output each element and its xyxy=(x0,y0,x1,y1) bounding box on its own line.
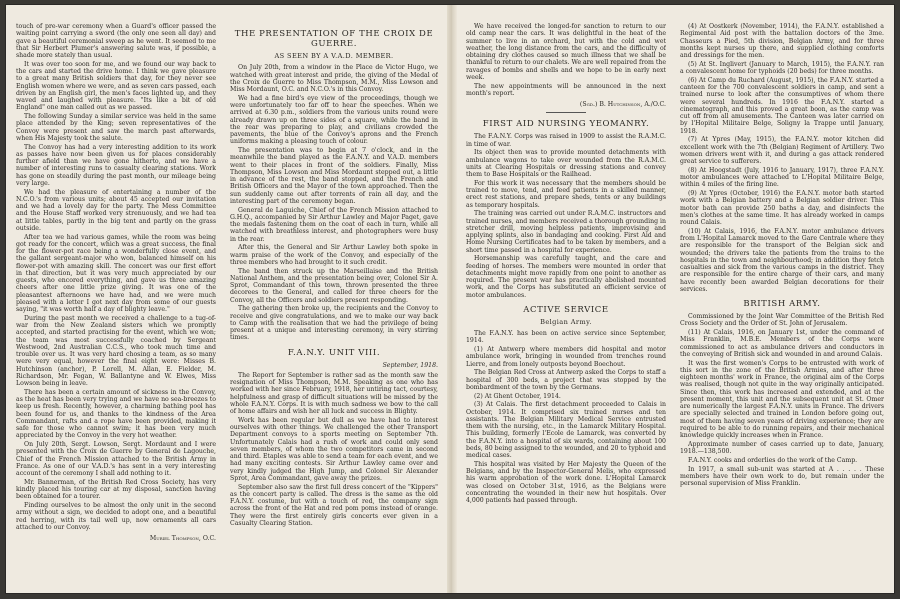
paragraph: There has been a certain amount of sickness in the Convoy, as the heat has been very trying and we have no sea-breezes to keep us fresh. Recently, however, a charming bathing pool has been found for us, and thanks to the kindness of the Area Commandant, rafts and a rope have been provided, making it safe for those who cannot swim; it has been very much appreciated by the Convoy in the very hot weather. xyxy=(16,388,216,440)
paragraph: After this, the General and Sir Arthur Lawley both spoke in warm praise of the work of the Convoy, and especially of the three members who had brought to it such credit. xyxy=(230,244,438,266)
paragraph: (1) At Antwerp where members did hospital and motor ambulance work, bringing in wounded from trenches round Lierre, and from lonely outposts beyond Boechout. xyxy=(466,346,666,368)
paragraph: Its object then was to provide mounted detachments with ambulance wagons to take over wounded from the R.A.M.C. units at Clearing Hospitals or dressing stations and convey them to Base Hospitals or the Railhead. xyxy=(466,149,666,178)
divider xyxy=(546,112,586,113)
paragraph: Approximate number of cases carried up to date, January, 1918.—138,500. xyxy=(680,440,884,455)
paragraph: It was over too soon for me, and we found our way back to the cars and started the drive home. I think we gave pleasure to a great many British soldiers that day, for they never see English women where we were, and as seven cars passed, each driven by an English girl, the men's faces lighted up, and they waved and laughed with pleasure. "Its like a bit of old England" one man called out as we passed. xyxy=(16,60,216,112)
column-3 xyxy=(466,23,666,583)
newsletter-spread xyxy=(6,5,894,593)
paragraph: (9) At Ypres (October, 1916) the F.A.N.Y. motor bath started work with a Belgian battery and a Belgian soldier driver. This motor bath can provide 250 baths a day, and disinfects the men's clothes at the same time. It has already worked in camps round Calais. xyxy=(680,190,884,226)
paragraph: It was the first women's Corps to be entrusted with work of this sort in the zone of the British Armies, and after three eighteen months' work in France, the original aim of the Corps was realised, though not quite in the way originally anticipated. Since then, this work has increased and extended, and at the present moment, this unit and the subsequent unit at St. Omer are numerically the largest F.A.N.Y. units in France. The drivers are specially selected and trained in London before going out, most of them having seven years of driving experience; they are required to be able to do running repairs, and their mechanical knowledge quickly increases when in France. xyxy=(680,359,884,439)
paragraph: Mr. Bannerman, of the British Red Cross Society, has very kindly placed his touring car at my disposal, sanction having been obtained for a tourer. xyxy=(16,478,216,501)
signature: Muriel Thompson, O.C. xyxy=(149,535,216,542)
paragraph: (4) At Oostkerk (November, 1914), the F.A.N.Y. established a Regimental Aid post with the battalion doctors of the 3me. Chasseurs a Pied, 5th division, Belgian Army, and for three months kept nurses up there, and supplied clothing comforts and dressings for the men. xyxy=(680,23,884,59)
paragraph: (8) At Hoogstadt (July, 1916 to January, 1917), three F.A.N.Y. motor ambulances were attached to L'Hopital Militaire Belge, within 4 miles of the firing line. xyxy=(680,166,884,189)
section-title: FIRST AID NURSING YEOMANRY. xyxy=(482,119,650,130)
paragraph: Finding ourselves to be almost the only unit in the second army without a sign, we decided to adopt one, and a beautiful red herring, with its tail well up, now ornaments all cars attached to our Convoy. xyxy=(16,502,216,531)
paragraph: Horsemanship was carefully taught, and the care and feeding of horses. The members were mounted in order that detachments might move rapidly from one point to another as required. The present war has practically abolished mounted work, and the Corps has substituted an efficient service of motor ambulances. xyxy=(466,255,666,299)
paragraph: The Belgian Red Cross at Antwerp asked the Corps to staff a hospital of 300 beds, a project that was stopped by the bombardment of the town by the Germans. xyxy=(466,369,666,391)
section-subtitle: Belgian Army. xyxy=(540,317,592,326)
paragraph: Work has been regular but dull as we have had to interest ourselves with other things. We challenged the other Transport Department convoys to a sports meeting on September 7th. Unfortunately Calais had a rush of work and could only send seven members, of whom the two competitors came in second and third. Etaples was able to send a team for each event, and we had many exciting contests. Sir Arthur Lawley came over and very kindly judged the High Jump, and Colonel Sir Alexander Sprot, Area Commandant, gave away the prizes. xyxy=(230,416,438,482)
paragraph: For this work it was necessary that the members should be trained to move, tend, and feed patients in a skilled manner, erect rest stations, and prepare sheds, tents or any buildings as temporary hospitals. xyxy=(466,179,666,209)
paragraph: (2) At Ghent October, 1914. xyxy=(474,392,561,400)
paragraph: Commissioned by the Joint War Committee of the British Red Cross Society and the Order of St. John of Jerusalem. xyxy=(680,313,884,328)
paragraph: The Convoy has had a very interesting addition to its work as passes have now been given us for places considerably further afield than we have gone hitherto, and we have a number of interesting runs to casualty clearing stations. Work has gone on steadily during the past month, our mileage being very large. xyxy=(16,143,216,187)
paragraph: The presentation was to begin at 7 o'clock, and in the meanwhile the band played as the F.A.N.Y. and V.A.D. members went to their places in front of the soldiers. Finally, Miss Thompson, Miss Lowson and Miss Mordaunt stepped out, a little in advance of the rest, the band stopped, and the French and British Officers and the Mayor of the town approached. Then the sun suddenly came out after torrents of rain all day, and the interesting part of the ceremony began. xyxy=(230,147,438,205)
paragraph: September also saw the first full dress concert of the "Kippers" as the concert party is called. The dress is the same as the old F.A.N.Y. costume, but with a touch of red, the company sign across the front of the Hat and red pom poms instead of orange. They were the first entirely girls concerts ever given in a Casualty Clearing Station. xyxy=(230,483,438,527)
paragraph: The band then struck up the Marseillaise and the British National Anthem, and the presentation being over, Colonel Sir A. Sprot, Commandant of this town, thrown presented the three decorees to the General, and called for three cheers for the Convoy, all the Officers and soldiers present responding. xyxy=(230,267,438,304)
paragraph: On July 20th, from a window in the Place de Victor Hugo, we watched with great interest and pride, the giving of the Medal of the Croix de Guerre to Miss Thompson, M.M., Miss Lowson and Miss Mordaunt, O.C. and N.C.O.'s in this Convoy. xyxy=(230,64,438,93)
paragraph: (10) At Calais, 1916, the F.A.N.Y. motor ambulance drivers from L'Hopital Lamarck moved to the Gare Centrale where they are responsible for the transport of the Belgian sick and wounded; the drivers take the patients from the trains to the hospitals in the town and neighbourhood; in addition they fetch casualties and sick from the various camps in the district. They are responsible for the entire charge of their cars, and many have recently been awarded Belgian decorations for their services. xyxy=(680,227,884,293)
section-date: September, 1918. xyxy=(382,361,438,369)
paragraph: After tea we had various games, while the room was being got ready for the concert, which was a great success, the final for the flower-pot race being a wonderfully close event, and the gallant sergeant-major who won, balanced himself on his flower-pot with amazing skill. The concert was our first effort in that direction, but it was very much appreciated by our guests, who encored everything, and gave us three amazing cheers after one little prize giving. It was one of the pleasantest afternoons we have had, and we were much pleased with a letter I got next day from some of our guests saying, "it was worth half a day of blighty leave." xyxy=(16,233,216,313)
paragraph: (7) At Ypres (May, 1915), the F.A.N.Y. motor kitchen did excellent work with the 7th (Belgian) Regiment of Artillery. Two women drivers went with it, and during a gas attack rendered great service to sufferers. xyxy=(680,136,884,165)
paragraph: This hospital was visited by Her Majesty the Queen of the Belgians, and by the Inspector-General Melis, who expressed his warm approbation of the work done. L'Hopital Lamarck was closed on October 31st, 1916, as the Belgians were concentrating the wounded in their new hut hospitals. Over 4,000 patients had passed through. xyxy=(466,460,666,504)
paragraph: The following Sunday a similar service was held in the same place attended by the King; seven representatives of the Convoy were present and saw the march past afterwards, when His Majesty took the salute. xyxy=(16,113,216,142)
paragraph: We have received the longed-for sanction to return to our old camp near the cars. It was delightful in the heat of the summer to live in an orchard, but with the cold and wet weather, the long distance from the cars, and the difficulty of obtaining dry clothes caused so much illness that we shall be thankful to return to our chalets. We are well repaired from the ravages of bombs and shells and we hope to be in early next week. xyxy=(466,23,666,81)
article-title: THE PRESENTATION OF THE CROIX DE GUERRE. xyxy=(234,29,434,49)
paragraph: The F.A.N.Y. Corps was raised in 1909 to assist the R.A.M.C. in time of war. xyxy=(466,133,666,148)
paragraph: On July 20th, Sergt. Lowson, Sergt. Mordaunt and I were presented with the Croix de Guerre by General de Lagouche, Chief of the French Mission attached to the British Army in France. As one of our V.A.D.'s has sent in a very interesting account of the ceremony I shall add nothing to it. xyxy=(16,441,216,477)
paragraph: General de Laguiche, Chief of the French Mission attached to G.H.Q., accompanied by Sir Arthur Lawley and Major Paget, gave the medals fastening them on the coat of each in turn, while all watched with breathless interest, and photographers were busy in the rear. xyxy=(230,206,438,243)
paragraph: The Report for September is rather sad as the month saw the resignation of Miss Thompson, M.M. Speaking as one who has worked with her since February, 1918, her untiring tact, courtesy, helpfulness and grasp of difficult situations will be missed by the whole F.A.N.Y. Corps. It is with much sadness we bow to the call of home affairs and wish her all luck and success in Blighty. xyxy=(230,371,438,415)
column-1 xyxy=(16,23,216,583)
column-2 xyxy=(230,23,438,583)
paragraph: touch of pre-war ceremony when a Guard's officer passed the waiting point carrying a sword (the only one seen all day) and gave a beautiful ceremonial sweep as he went. It seemed to me that Sir Herbert Plumer's answering salute was, if possible, a shade more stately than usual. xyxy=(16,23,216,59)
paragraph: (11) At Calais, 1916, on January 1st, under the command of Miss Franklin, M.B.E. Members of the Corps were commissioned to act as ambulance drivers and conductors in the conveying of British sick and wounded in and around Calais. xyxy=(680,329,884,358)
paragraph: We had a fine bird's eye view of the proceedings, though we were unfortunately too far off to hear the speeches. When we arrived at 6.30 p.m., soldiers from the various units round were already drawn up on three sides of a square, while the band in the rear was preparing to play, and civilians crowded the pavements, the blue of the Convoy's aprons and the French uniforms making a pleasing touch of colour. xyxy=(230,94,438,146)
section-title: ACTIVE SERVICE xyxy=(523,304,609,315)
section-title: BRITISH ARMY. xyxy=(743,299,821,309)
paragraph: The F.A.N.Y. has been on active service since September, 1914. xyxy=(466,330,666,345)
paragraph: During the past month we received a challenge to a tug-of-war from the New Zealand sisters which we promptly accepted, and started practising for the event, which we won; the team was most successfully coached by Sergeant Westwood, 2nd Australian C.C.S., who took much time and trouble over us. It was very hard chosing a team, as so many were very equal, however the final eight were: Misses B. Hutchinson (anchor), P. Lorell, M. Allan, E. Fielder, M. Richardson, Mr. Fegan, W. Ballantyne and W. Elwes, Miss Lowson being in leave. xyxy=(16,314,216,387)
paragraph: In 1917, a small sub-unit was started at A . . . . . These members have their own work to do, but remain under the personal supervision of Miss Franklin. xyxy=(680,465,884,487)
article-byline: AS SEEN BY A V.A.D. MEMBER. xyxy=(274,52,394,60)
signature: (Sgd.) B. Hutchinson, A./O.C. xyxy=(579,101,666,108)
paragraph: (3) At Calais. The first detachment proceeded to Calais in October, 1914. It comprised six trained nurses and ten assistants. The Belgian Military Medical Service entrusted them with the nursing, etc., in the Lamarck Military Hospital. This building, formerly l'Ecole de Lamarck, was converted by the F.A.N.Y. into a hospital of six wards, containing about 100 beds, 80 being assigned to the wounded, and 20 to typhoid and medical cases. xyxy=(466,401,666,459)
paragraph: (6) At Camp du Ruchard (August, 1915), the F.A.N.Y. started a canteen for the 700 convalescent soldiers in camp, and sent a trained nurse to look after the consumptives of whom there were several hundreds. In 1916 the F.A.N.Y. started a cinematograph, and this proved a great boon, as the camp was cut off from all amusements. The Canteen was later carried on by l'Hopital Militaire Belge, Soligny la Trappe until January, 1918. xyxy=(680,76,884,135)
paragraph: F.A.N.Y. cooks and orderlies do the work of the Camp. xyxy=(688,456,858,464)
column-4 xyxy=(680,23,884,583)
paragraph: The training was carried out under R.A.M.C. instructors and trained nurses, and members received a thorough grounding in stretcher drill, moving helpless patients, improvising and applying splints, also in bandaging and cooking. First Aid and Home Nursing Certificates had to be taken by members, and a short time passed in a hospital for experience. xyxy=(466,210,666,254)
center-fold xyxy=(447,5,457,593)
paragraph: We had the pleasure of entertaining a number of the N.C.O.'s from various units; about 45 accepted our invitation and we had a lovely day for the party. The Mess Committee and the House Staff worked very strenuously, and we had tea at little tables, partly in the big tent and partly on the grass outside. xyxy=(16,188,216,232)
paragraph: (5) At St. Inglivert (January to March, 1915), the F.A.N.Y. ran a convalescent home for typhoids (20 beds) for three months. xyxy=(680,60,884,75)
paragraph: The gathering then broke up, the recipients and the Convoy to receive and give congratulations, and we to make our way back to Camp with the realisation that we had the privilege of being present at a unique and interesting ceremony, in very stirring times. xyxy=(230,305,438,342)
paragraph: The new appointments will be announced in the next month's report. xyxy=(466,82,666,97)
section-title: F.A.N.Y. UNIT VIII. xyxy=(287,347,381,358)
